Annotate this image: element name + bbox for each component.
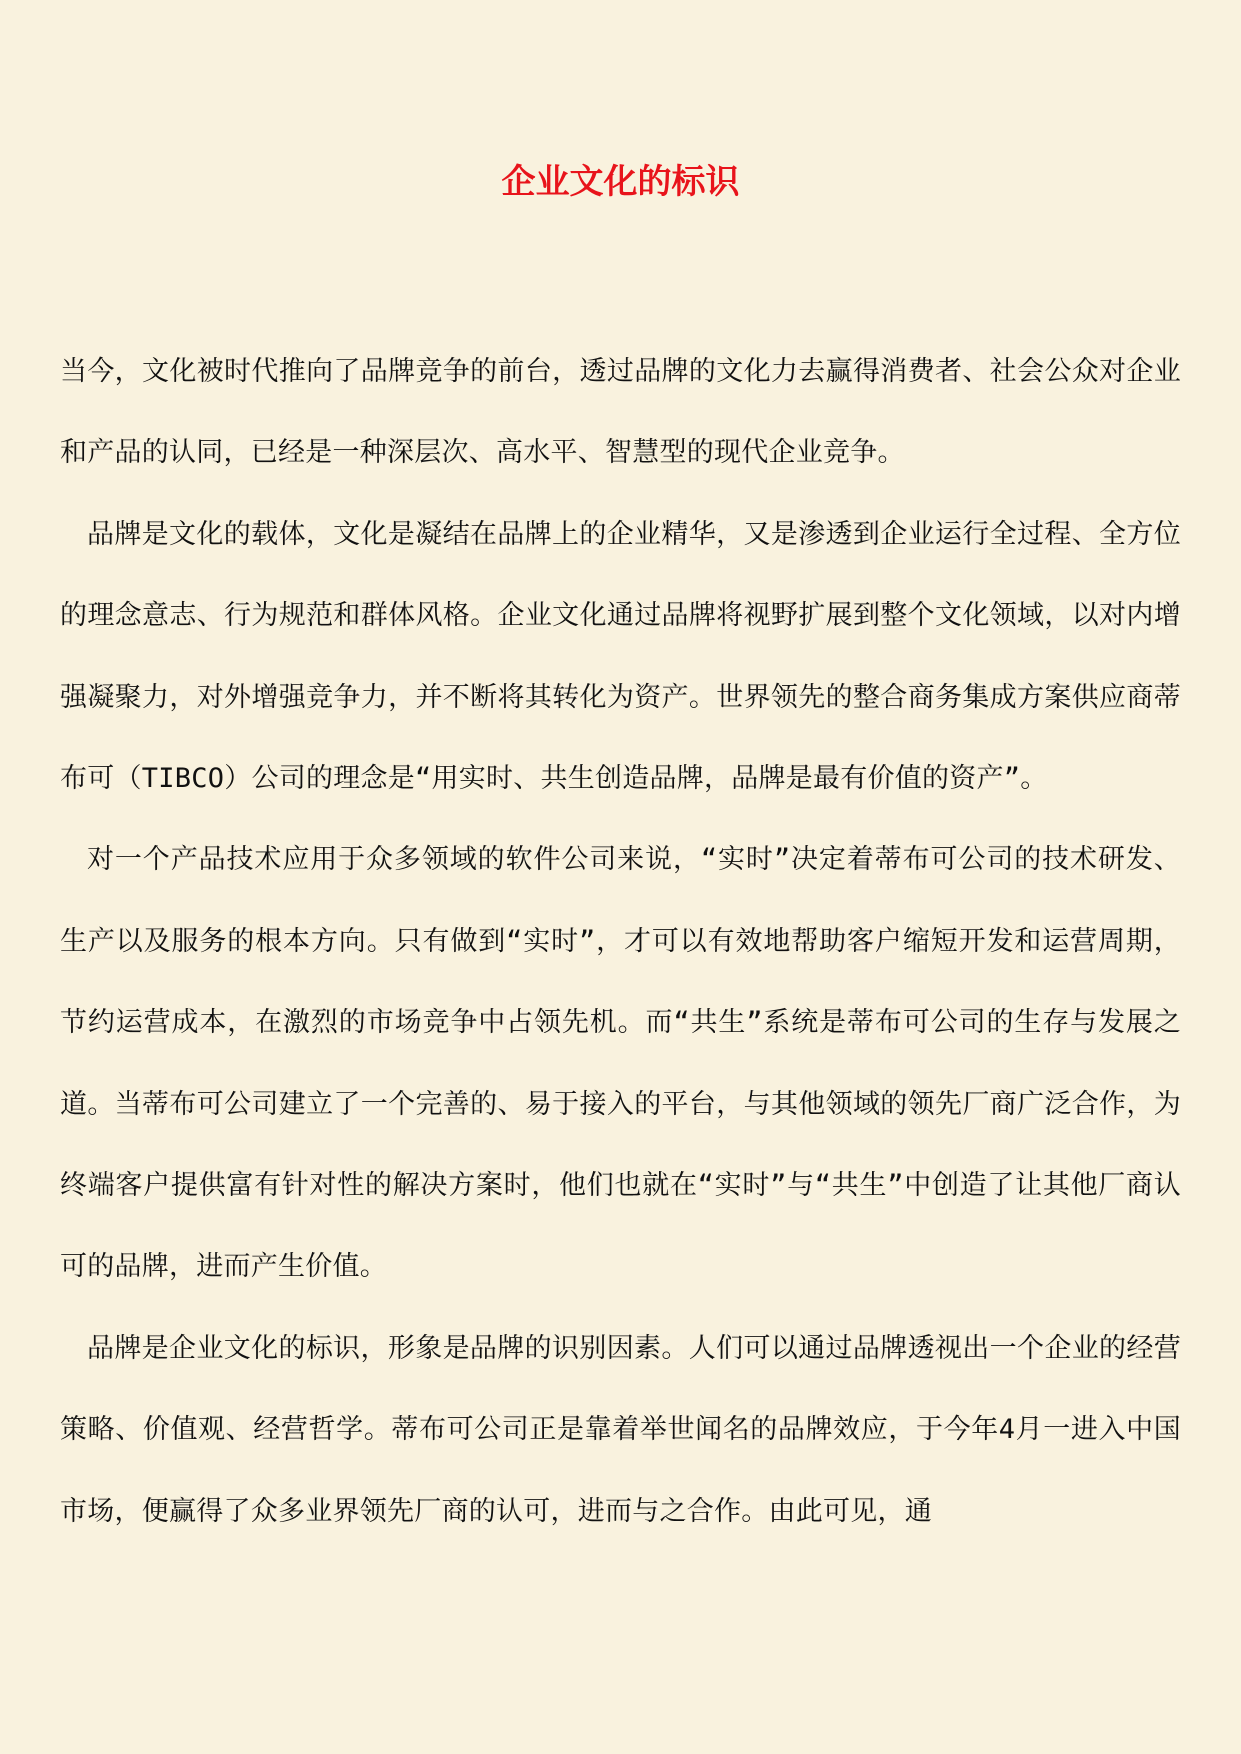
document-title: 企业文化的标识 (501, 162, 740, 202)
document-body (60, 331, 1181, 1552)
paragraph-1: 当今，文化被时代推向了品牌竞争的前台，透过品牌的文化力去赢得消费者、社会公众对企业和产品的认同，已经是一种深层次、高水平、智慧型的现代企业竞争。 (60, 356, 1181, 469)
paragraph-4: 品牌是企业文化的标识，形象是品牌的识别因素。人们可以通过品牌透视出一个企业的经营策略、价值观、经营哲学。蒂布可公司正是靠着举世闻名的品牌效应，于今年4月一进入中国市场，便赢得了众多业界领先厂商的认可，进而与之合作。由此可见，通 (60, 1332, 1181, 1527)
paragraph-3: 对一个产品技术应用于众多领域的软件公司来说，“实时”决定着蒂布可公司的技术研发、生产以及服务的根本方向。只有做到“实时”，才可以有效地帮助客户缩短开发和运营周期，节约运营成本，在激烈的市场竞争中占领先机。而“共生”系统是蒂布可公司的生存与发展之道。当蒂布可公司建立了一个完善的、易于接入的平台，与其他领域的领先厂商广泛合作，为终端客户提供富有针对性的解决方案时，他们也就在“实时”与“共生”中创造了让其他厂商认可的品牌，进而产生价值。 (60, 844, 1181, 1283)
paragraph-2: 品牌是文化的载体，文化是凝结在品牌上的企业精华，又是渗透到企业运行全过程、全方位的理念意志、行为规范和群体风格。企业文化通过品牌将视野扩展到整个文化领域，以对内增强凝聚力，对外增强竞争力，并不断将其转化为资产。世界领先的整合商务集成方案供应商蒂布可（TIBCO）公司的理念是“用实时、共生创造品牌，品牌是最有价值的资产”。 (60, 518, 1181, 795)
